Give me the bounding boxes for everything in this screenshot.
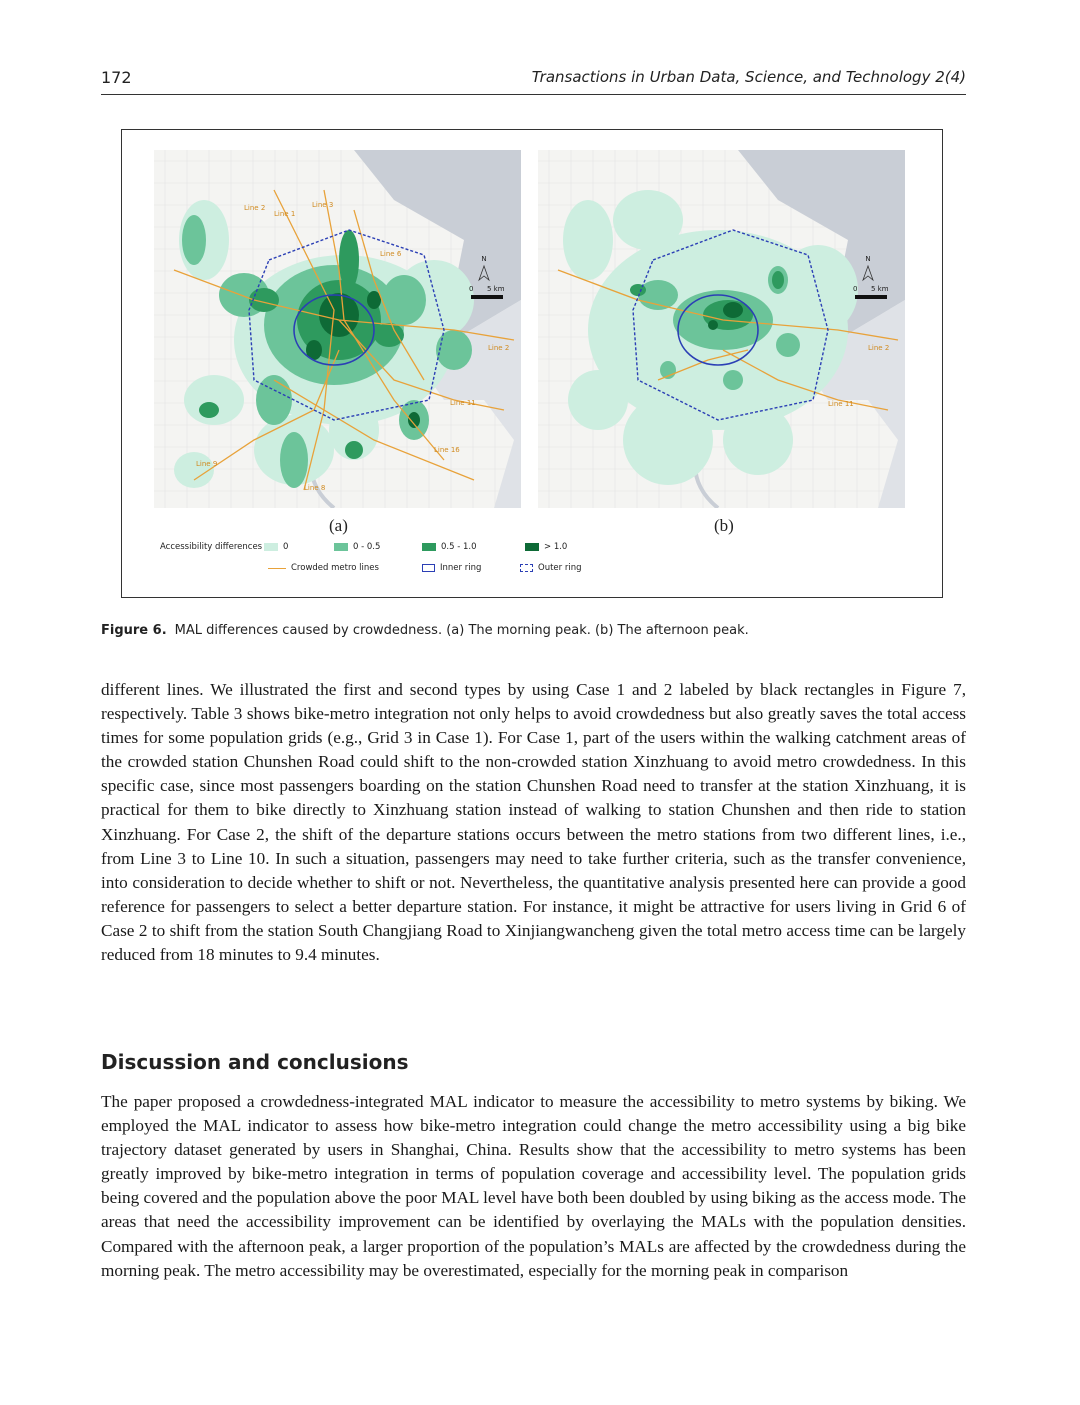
svg-text:Line 2: Line 2 — [244, 204, 266, 212]
legend-class-2: 0.5 - 1.0 — [422, 542, 477, 552]
map-legend — [160, 542, 620, 592]
legend-outer-ring-swatch — [520, 564, 533, 572]
page-number: 172 — [101, 68, 132, 87]
panel-label-a: (a) — [329, 516, 348, 535]
svg-text:Line 3: Line 3 — [312, 201, 334, 209]
body-paragraph-1: different lines. We illustrated the first and second types by using Case 1 and 2 labeled by black rectangles in Figure 7, respectively. Table 3 shows bike-metro integration not only helps to avoid crowdedness but also greatly saves the total access times for some population grids (e.g., Grid 3 in Case 1). For Case 1, part of the users within the walking catchment areas of the crowded station Chunshen Road could shift to the non-crowded station Xinzhuang to avoid metro crowdedness. In this specific case, since most passengers boarding on the station Chunshen Road need to transfer at the station Xinzhuang, it is practical for them to bike directly to Xinzhuang station instead of walking to station Chunshen and then ride to station Xinzhuang. For Case 2, the shift of the departure stations occurs between the metro stations from two different lines, i.e., from Line 3 to Line 10. In such a situation, passengers may need to take further criteria, such as the transfer convenience, into consideration to decide whether to shift or not. Nevertheless, the quantitative analysis presented here can provide a good reference for passengers to select a better departure station. For instance, it might be attractive for users living in Grid 6 of Case 2 to shift from the station South Changjiang Road to Xinjiangwancheng given the total metro access time can be largely reduced from 18 minutes to 9.4 minutes. — [101, 680, 966, 965]
svg-text:Line 9: Line 9 — [196, 460, 218, 468]
legend-line-swatch — [268, 568, 286, 569]
caption-text: MAL differences caused by crowdedness. (a) The morning peak. (b) The afternoon peak. — [174, 623, 749, 638]
legend-class-3: > 1.0 — [525, 542, 567, 552]
svg-text:Line 1: Line 1 — [274, 210, 296, 218]
legend-swatch-3 — [525, 543, 539, 551]
legend-inner-ring: Inner ring — [422, 563, 481, 573]
legend-crowded-lines: Crowded metro lines — [268, 563, 379, 573]
caption-label: Figure 6. — [101, 623, 167, 638]
legend-class-0: 0 — [264, 542, 288, 552]
svg-text:Line 2: Line 2 — [488, 344, 510, 352]
legend-swatch-2 — [422, 543, 436, 551]
figure-caption — [101, 623, 966, 638]
figure-6 — [121, 129, 943, 598]
panel-label-b: (b) — [714, 516, 734, 535]
svg-text:N: N — [481, 255, 487, 263]
section-heading: Discussion and conclusions — [101, 1050, 409, 1074]
legend-class-1: 0 - 0.5 — [334, 542, 380, 552]
svg-text:5 km: 5 km — [871, 285, 889, 293]
map-morning-peak — [154, 150, 521, 508]
svg-text:0: 0 — [469, 285, 474, 293]
svg-text:5 km: 5 km — [487, 285, 505, 293]
legend-swatch-1 — [334, 543, 348, 551]
legend-inner-ring-swatch — [422, 564, 435, 572]
legend-outer-ring: Outer ring — [520, 563, 581, 573]
svg-text:Line 6: Line 6 — [380, 250, 402, 258]
legend-swatch-0 — [264, 543, 278, 551]
svg-text:Line 8: Line 8 — [304, 484, 326, 492]
svg-text:Line 16: Line 16 — [434, 446, 460, 454]
svg-text:N: N — [865, 255, 871, 263]
map-afternoon-peak — [538, 150, 905, 508]
svg-text:Line 11: Line 11 — [828, 400, 854, 408]
svg-text:Line 2: Line 2 — [868, 344, 890, 352]
journal-title: Transactions in Urban Data, Science, and Technology 2(4) — [531, 68, 966, 86]
body-paragraph-2: The paper proposed a crowdedness-integrated MAL indicator to measure the accessibility to metro systems by biking. We employed the MAL indicator to assess how bike-metro integration could change the metro accessibility using a big bike trajectory dataset generated by users in Shanghai, China. Results show that the accessibility to metro systems has been greatly improved by bike-metro integration in terms of population coverage and accessibility level. The population grids being covered and the population above the poor MAL level have both been doubled by using biking as the access mode. The areas that need the accessibility improvement can be identified by overlaying the MALs with the population densities. Compared with the afternoon peak, a larger proportion of the population’s MALs are affected by the crowdedness during the morning peak. The metro accessibility may be overestimated, especially for the morning peak in comparison — [101, 1092, 966, 1280]
running-header — [101, 66, 966, 95]
legend-title: Accessibility differences — [160, 542, 263, 552]
svg-text:0: 0 — [853, 285, 858, 293]
svg-text:Line 11: Line 11 — [450, 399, 476, 407]
